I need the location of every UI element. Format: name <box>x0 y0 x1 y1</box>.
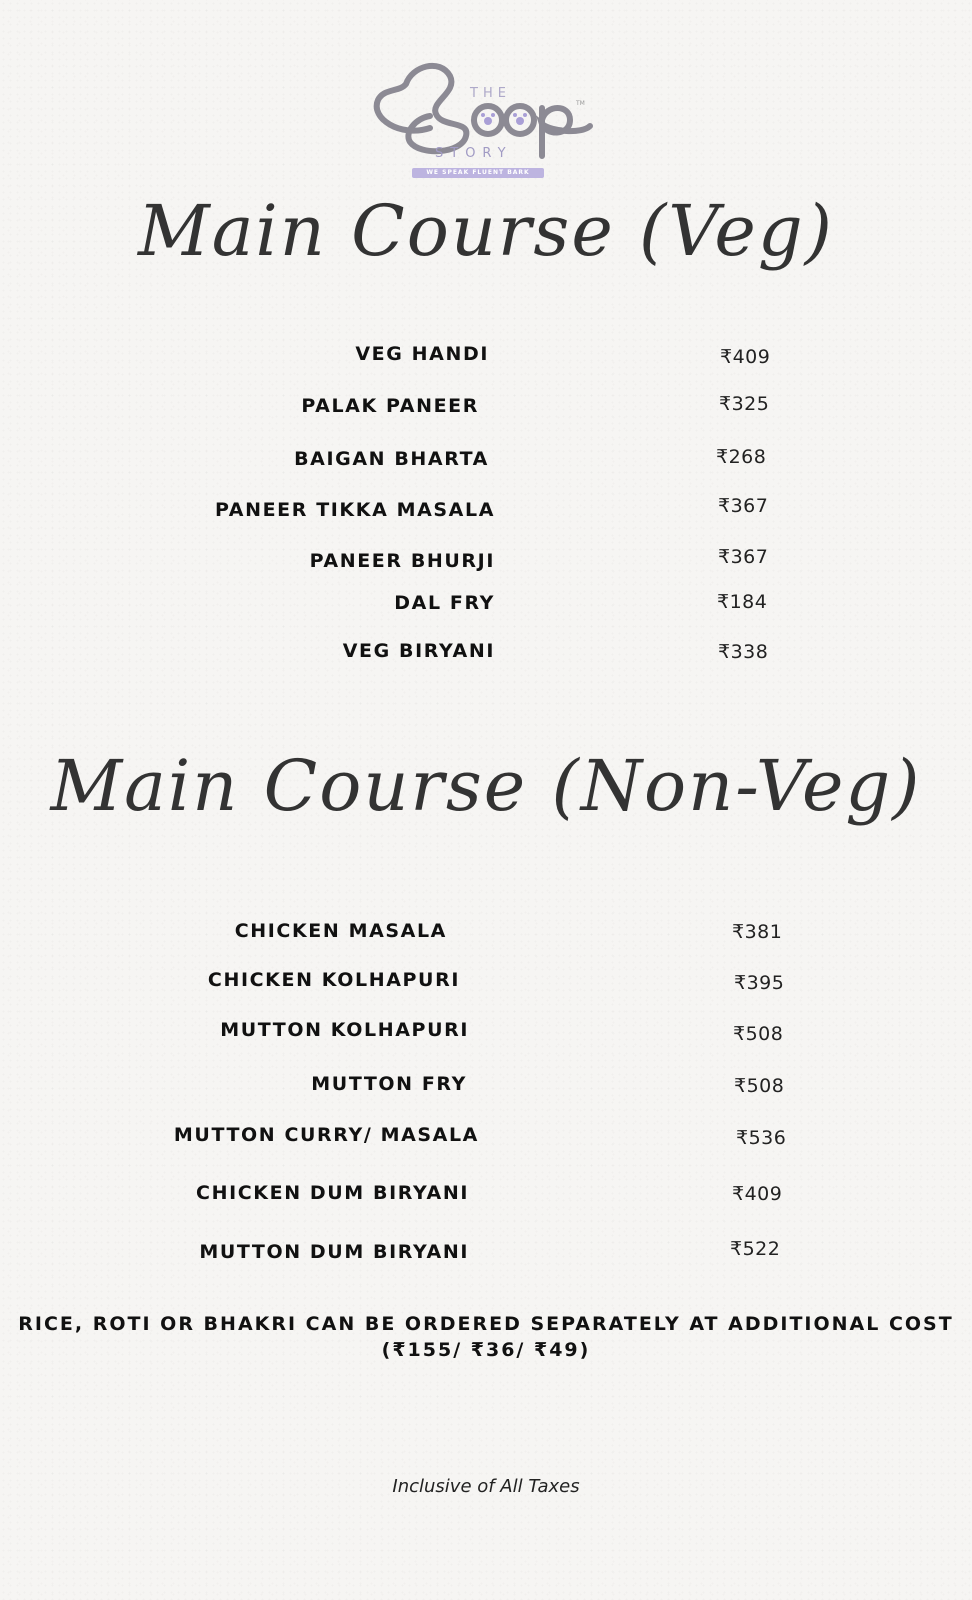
menu-item-name: CHICKEN MASALA <box>234 920 447 942</box>
menu-item-price: ₹184 <box>717 591 768 613</box>
menu-item-name: PANEER TIKKA MASALA <box>215 499 495 521</box>
menu-item-name: CHICKEN DUM BIRYANI <box>196 1182 469 1204</box>
menu-item-price: ₹268 <box>716 446 767 468</box>
menu-item-name: VEG BIRYANI <box>342 640 495 662</box>
brand-logo <box>370 58 602 188</box>
menu-item-name: PANEER BHURJI <box>309 550 495 572</box>
menu-item-price: ₹508 <box>733 1023 784 1045</box>
menu-item-price: ₹536 <box>736 1127 787 1149</box>
extras-note-line1: RICE, ROTI OR BHAKRI CAN BE ORDERED SEPARATELY AT ADDITIONAL COST <box>18 1313 954 1335</box>
menu-item-price: ₹367 <box>718 495 769 517</box>
brand-trademark: TM <box>576 100 585 107</box>
brand-tagline: WE SPEAK FLUENT BARK <box>412 168 544 178</box>
menu-item-name: CHICKEN KOLHAPURI <box>207 969 460 991</box>
menu-item-name: DAL FRY <box>394 592 495 614</box>
menu-item-name: MUTTON CURRY/ MASALA <box>173 1124 479 1146</box>
menu-item-price: ₹338 <box>718 641 769 663</box>
nonveg-section-heading: Main Course (Non-Veg) <box>50 745 922 827</box>
brand-story: STORY <box>435 146 513 161</box>
menu-item-name: PALAK PANEER <box>301 395 479 417</box>
extras-note-line2: (₹155/ ₹36/ ₹49) <box>381 1339 591 1361</box>
menu-item-price: ₹395 <box>734 972 785 994</box>
menu-item-name: MUTTON FRY <box>311 1073 467 1095</box>
menu-item-name: MUTTON DUM BIRYANI <box>199 1241 469 1263</box>
menu-item-name: BAIGAN BHARTA <box>294 448 489 470</box>
menu-item-name: VEG HANDI <box>355 343 489 365</box>
menu-item-price: ₹325 <box>719 393 770 415</box>
menu-item-price: ₹409 <box>720 346 771 368</box>
menu-item-price: ₹522 <box>730 1238 781 1260</box>
menu-item-price: ₹508 <box>734 1075 785 1097</box>
brand-the: THE <box>470 86 511 101</box>
menu-item-price: ₹409 <box>732 1183 783 1205</box>
veg-section-heading: Main Course (Veg) <box>138 190 834 272</box>
menu-item-price: ₹367 <box>718 546 769 568</box>
menu-item-price: ₹381 <box>732 921 783 943</box>
menu-item-name: MUTTON KOLHAPURI <box>220 1019 469 1041</box>
taxes-note: Inclusive of All Taxes <box>392 1476 580 1497</box>
